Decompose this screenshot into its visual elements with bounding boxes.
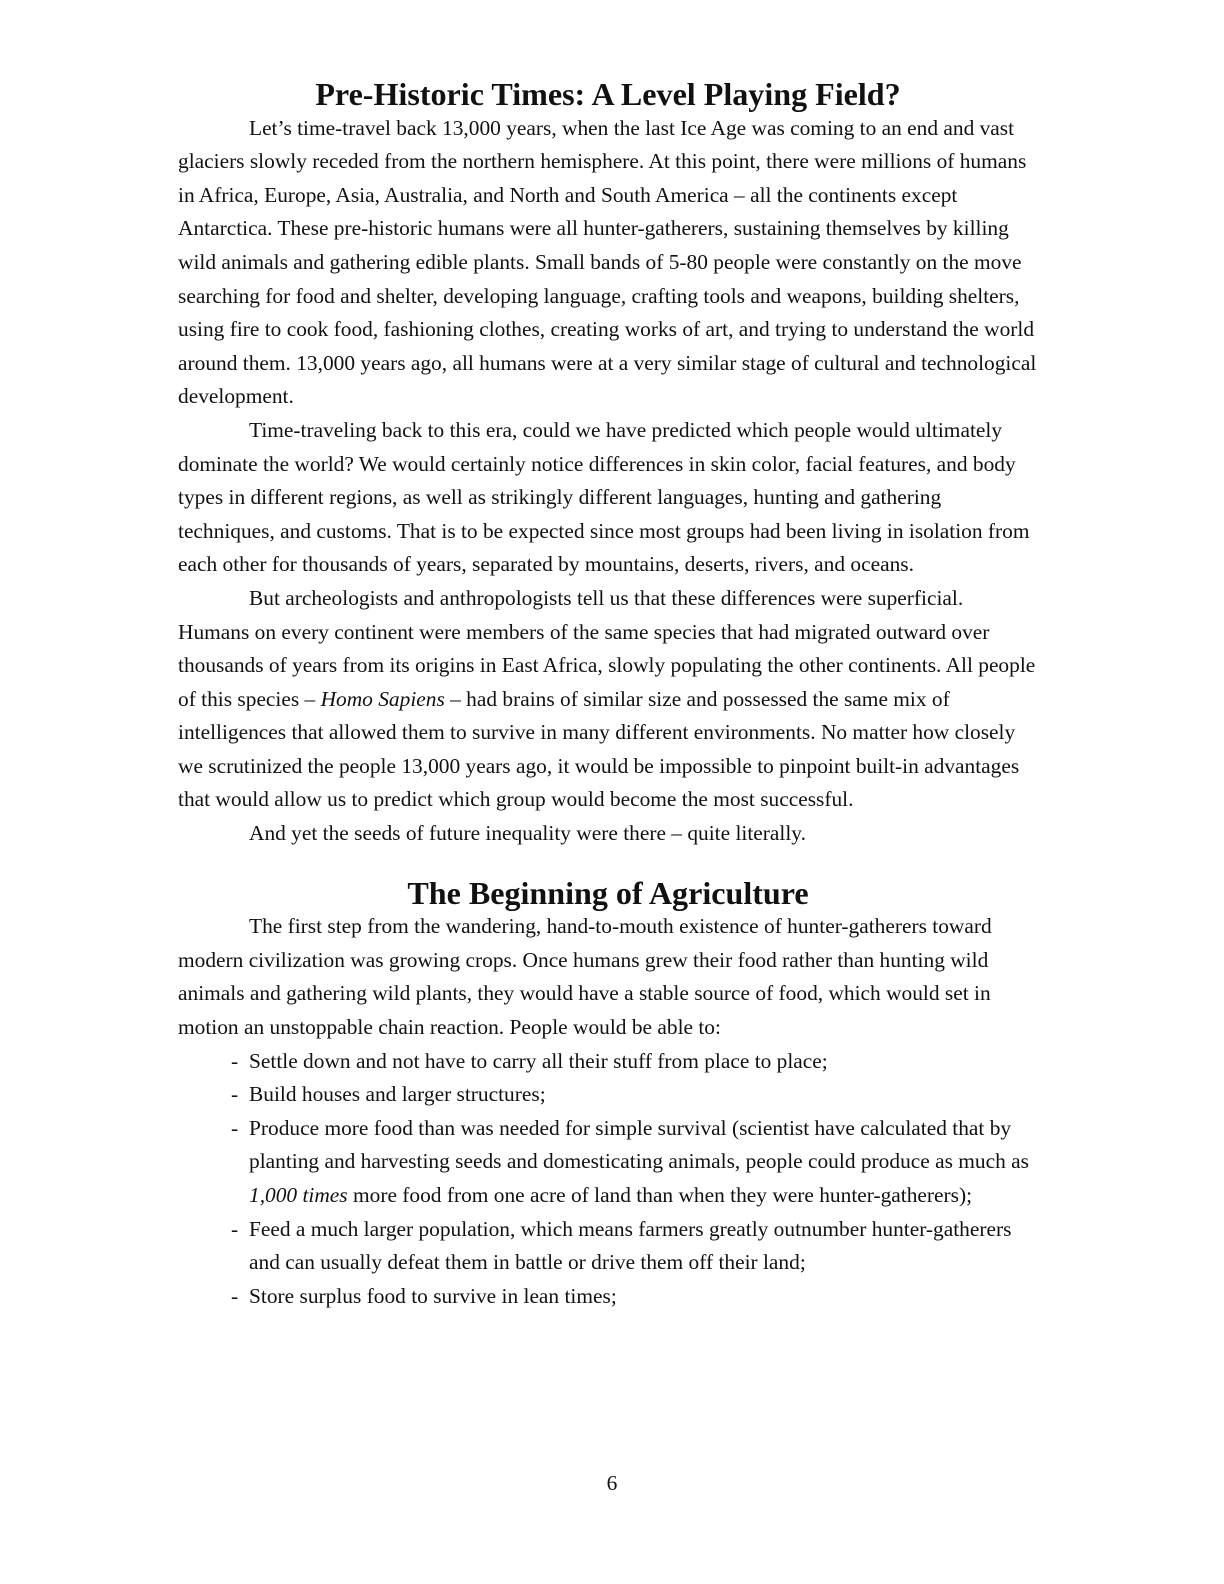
benefits-list <box>178 1045 1038 1314</box>
list-dash: - <box>231 1216 239 1241</box>
list-item-text: Produce more food than was needed for simple survival (scientist have calculated that by planting and harvesting seeds and domesticating animals, people could produce as much as <box>249 1115 1029 1174</box>
paragraph-time-travel: Let’s time-travel back 13,000 years, when the last Ice Age was coming to an end and vast glaciers slowly receded from the northern hemisphere. At this point, there were millions of humans in Africa, Europe, Asia, Australia, and North and South America – all the continents except Antarctica. These pre-historic humans were all hunter-gatherers, sustaining themselves by killing wild animals and gathering edible plants. Small bands of 5-80 people were constantly on the move searching for food and shelter, developing language, crafting tools and weapons, building shelters, using fire to cook food, fashioning clothes, creating works of art, and trying to understand the world around them. 13,000 years ago, all humans were at a very similar stage of cultural and technological development. <box>178 115 1037 409</box>
list-item-text: Store surplus food to survive in lean times; <box>249 1283 617 1308</box>
paragraph-first-step: The first step from the wandering, hand-to-mouth existence of hunter-gatherers toward modern civilization was growing crops. Once humans grew their food rather than hunting wild animals and gathering wild plants, they would have a stable source of food, which would set in motion an unstoppable chain reaction. People would be able to: <box>178 914 992 1040</box>
list-item <box>231 1045 1038 1079</box>
paragraph-predict-dominance: Time-traveling back to this era, could we have predicted which people would ultimately dominate the world? We would certainly notice differences in skin color, facial features, and body types in different regions, as well as strikingly different languages, hunting and gathering techniques, and customs. That is to be expected since most groups had been living in isolation from each other for thousands of years, separated by mountains, deserts, rivers, and oceans. <box>178 417 1030 577</box>
list-item <box>231 1112 1038 1213</box>
paragraph-same-species <box>178 582 1038 817</box>
list-item-text: Settle down and not have to carry all their stuff from place to place; <box>249 1048 828 1073</box>
paragraph-text: But archeologists and anthropologists tell us that these differences were superficial. Humans on every continent were members of the same species that had migrated outward over thousands of years from its origins in East Africa, slowly populating the other continents. All people of this species – <box>178 585 1036 711</box>
paragraph-seeds-inequality: And yet the seeds of future inequality were there – quite literally. <box>249 821 806 846</box>
paragraph-text: – had brains of similar size and possessed the same mix of intelligences that allowed them to survive in many different environments. No matter how closely we scrutinized the people 13,000 years ago, it would be impossible to pinpoint built-in advantages that would allow us to predict which group would become the most successful. <box>178 686 1020 812</box>
emphasis-italic: 1,000 times <box>249 1183 348 1207</box>
document-page <box>178 78 1038 1313</box>
list-dash: - <box>231 1082 239 1107</box>
page-number: 6 <box>606 1471 618 1495</box>
list-item <box>231 1280 1038 1314</box>
section-heading-agriculture: The Beginning of Agriculture <box>407 874 809 911</box>
list-item <box>231 1213 1038 1280</box>
list-dash: - <box>231 1283 239 1308</box>
list-item-text: more food from one acre of land than when they were hunter-gatherers); <box>347 1183 973 1207</box>
list-dash: - <box>231 1115 239 1140</box>
species-name-italic: Homo Sapiens <box>320 686 445 711</box>
list-item-text: Feed a much larger population, which means farmers greatly outnumber hunter-gatherers and can usually defeat them in battle or drive them off their land; <box>249 1216 1012 1275</box>
section-spacer <box>178 851 1038 877</box>
list-item <box>231 1078 1038 1112</box>
section-heading-prehistoric: Pre-Historic Times: A Level Playing Field? <box>315 76 901 112</box>
list-item-text: Build houses and larger structures; <box>249 1082 546 1107</box>
list-dash: - <box>231 1048 239 1073</box>
